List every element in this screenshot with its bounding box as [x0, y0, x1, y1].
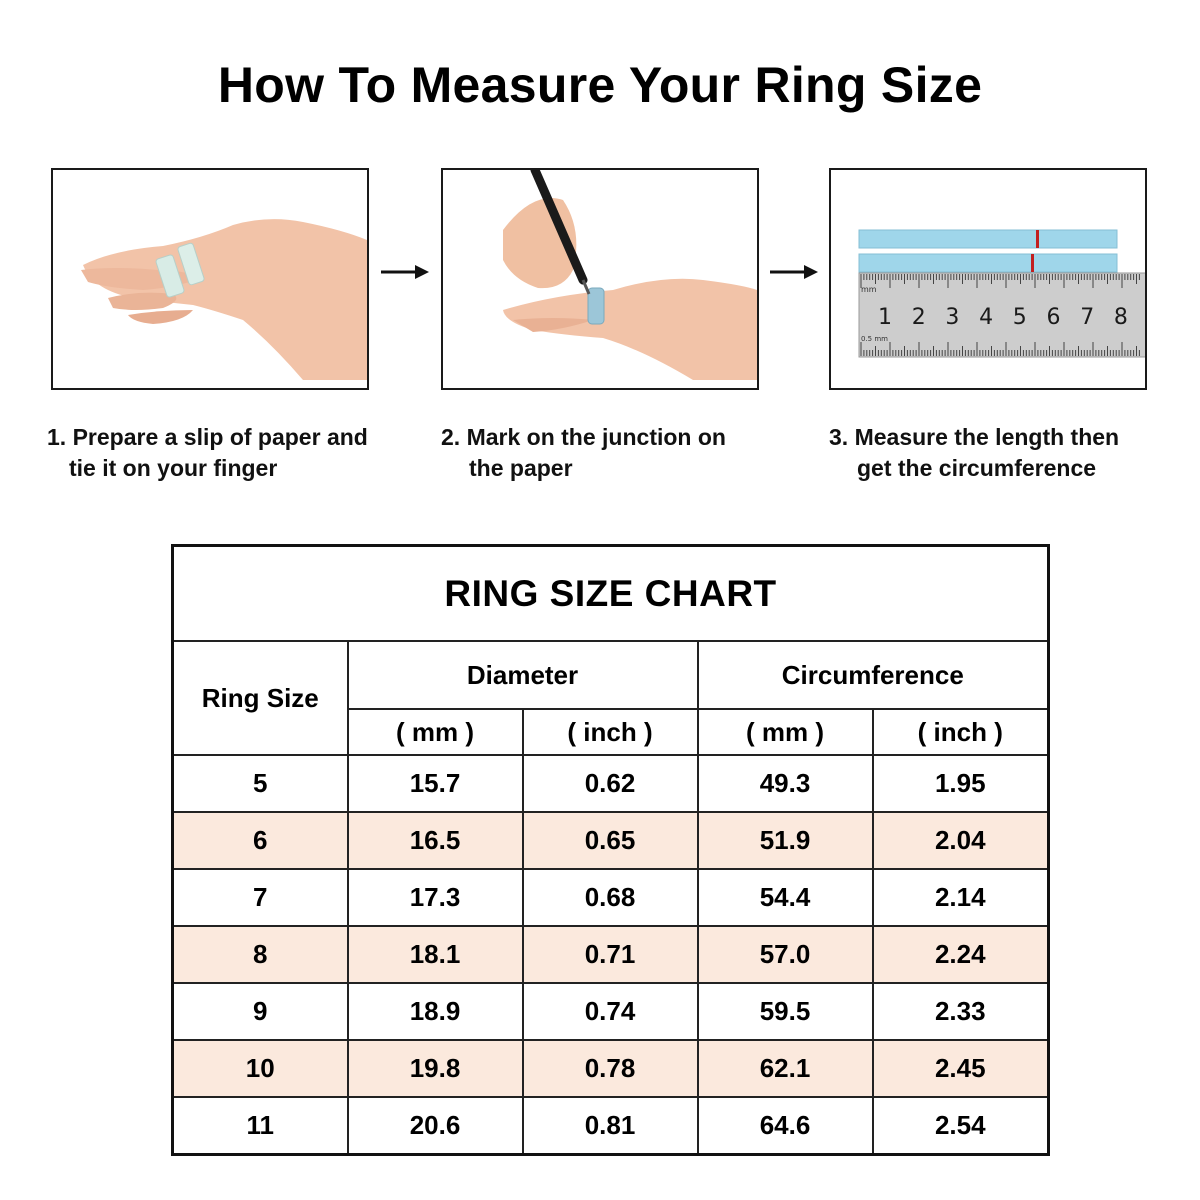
step-1-caption [47, 422, 368, 484]
cell-diameter-mm: 15.7 [348, 755, 523, 812]
cell-size: 6 [173, 812, 348, 869]
cell-size: 9 [173, 983, 348, 1040]
ruler-number: 1 [878, 305, 892, 330]
cell-size: 5 [173, 755, 348, 812]
cell-diameter-inch: 0.71 [523, 926, 698, 983]
cell-circumference-mm: 51.9 [698, 812, 873, 869]
arrow-right-icon [379, 262, 431, 287]
step-1-line-2: tie it on your finger [69, 455, 278, 481]
cell-diameter-inch: 0.78 [523, 1040, 698, 1097]
ring-size-chart [171, 544, 1050, 1156]
cell-diameter-inch: 0.65 [523, 812, 698, 869]
cell-diameter-mm: 18.9 [348, 983, 523, 1040]
cell-circumference-inch: 2.54 [873, 1097, 1049, 1155]
step-2-line-2: the paper [469, 455, 573, 481]
header-diameter: Diameter [348, 641, 698, 709]
step-3-photo [829, 168, 1147, 390]
step-3-line-1: 3. Measure the length then [829, 424, 1120, 450]
step-1-line-1: 1. Prepare a slip of paper and [47, 424, 368, 450]
cell-size: 7 [173, 869, 348, 926]
cell-circumference-inch: 2.24 [873, 926, 1049, 983]
cell-diameter-mm: 17.3 [348, 869, 523, 926]
cell-size: 10 [173, 1040, 348, 1097]
step-2-line-1: 2. Mark on the junction on [441, 424, 726, 450]
cell-diameter-inch: 0.68 [523, 869, 698, 926]
arrow-right-icon [768, 262, 820, 287]
cell-circumference-mm: 62.1 [698, 1040, 873, 1097]
chart-title: RING SIZE CHART [173, 546, 1049, 642]
cell-diameter-inch: 0.74 [523, 983, 698, 1040]
cell-diameter-mm: 16.5 [348, 812, 523, 869]
ruler-number: 3 [945, 305, 960, 330]
table-row [173, 926, 1049, 983]
step-3-line-2: get the circumference [857, 455, 1097, 481]
header-diameter-inch: ( inch ) [523, 709, 698, 755]
cell-circumference-mm: 57.0 [698, 926, 873, 983]
table-row [173, 983, 1049, 1040]
header-circumference-inch: ( inch ) [873, 709, 1049, 755]
step-2-photo [441, 168, 759, 390]
cell-circumference-mm: 54.4 [698, 869, 873, 926]
step-3-caption [829, 422, 1119, 484]
cell-circumference-inch: 2.14 [873, 869, 1049, 926]
step-1-photo [51, 168, 369, 390]
cell-diameter-inch: 0.81 [523, 1097, 698, 1155]
cell-diameter-mm: 18.1 [348, 926, 523, 983]
header-circumference-mm: ( mm ) [698, 709, 873, 755]
table-row [173, 869, 1049, 926]
ruler-unit-label: mm [861, 285, 877, 294]
cell-circumference-inch: 2.45 [873, 1040, 1049, 1097]
table-row [173, 1097, 1049, 1155]
cell-circumference-inch: 1.95 [873, 755, 1049, 812]
table-row [173, 812, 1049, 869]
cell-size: 8 [173, 926, 348, 983]
ruler-illustration [831, 170, 1145, 388]
cell-circumference-mm: 49.3 [698, 755, 873, 812]
header-ring-size: Ring Size [173, 641, 348, 755]
step-2-caption [441, 422, 726, 484]
header-circumference: Circumference [698, 641, 1049, 709]
ruler-unit-label: 0.5 mm [861, 335, 888, 343]
cell-diameter-mm: 20.6 [348, 1097, 523, 1155]
cell-diameter-inch: 0.62 [523, 755, 698, 812]
ruler-number: 8 [1113, 305, 1128, 330]
ruler-number: 6 [1046, 305, 1061, 330]
ruler-number: 4 [979, 305, 994, 330]
cell-circumference-mm: 64.6 [698, 1097, 873, 1155]
cell-size: 11 [173, 1097, 348, 1155]
page-title: How To Measure Your Ring Size [217, 57, 983, 113]
header-diameter-mm: ( mm ) [348, 709, 523, 755]
cell-circumference-mm: 59.5 [698, 983, 873, 1040]
cell-diameter-mm: 19.8 [348, 1040, 523, 1097]
ruler-number: 5 [1012, 305, 1027, 330]
cell-circumference-inch: 2.04 [873, 812, 1049, 869]
cell-circumference-inch: 2.33 [873, 983, 1049, 1040]
ruler-number: 7 [1080, 305, 1095, 330]
table-row [173, 755, 1049, 812]
table-row [173, 1040, 1049, 1097]
ruler-number: 2 [911, 305, 926, 330]
